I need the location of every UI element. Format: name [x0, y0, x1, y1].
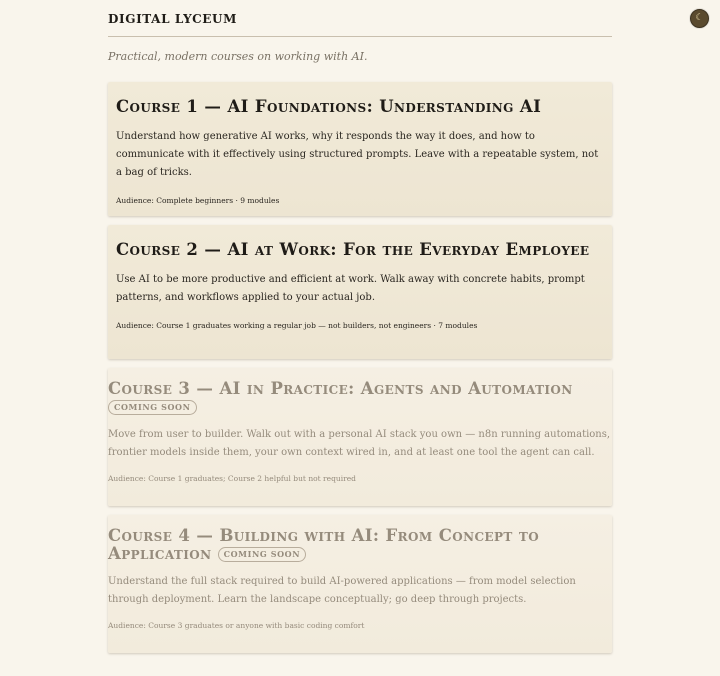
course-card-1[interactable]	[108, 82, 612, 216]
course-audience: Audience: Course 1 graduates working a regular job — not builders, not engineers · 7 modules	[116, 321, 478, 330]
site-tagline: Practical, modern courses on working with AI.	[108, 50, 368, 63]
course-description: Move from user to builder. Walk out with a personal AI stack you own — n8n running automations, frontier models inside them, your own context wired in, and at least one tool the agent can call.	[108, 429, 611, 458]
course-audience: Audience: Course 1 graduates; Course 2 helpful but not required	[108, 474, 356, 483]
course-card-4	[108, 515, 612, 653]
site-brand[interactable]: DIGITAL LYCEUM	[108, 12, 237, 26]
course-description: Understand the full stack required to build AI-powered applications — from model selection through deployment. Learn the landscape conceptually; go deep through projects.	[108, 576, 576, 605]
theme-toggle-button[interactable]	[690, 9, 709, 28]
header-divider	[108, 36, 612, 37]
course-title-text: Course 3 — AI in Practice: Agents and Automation	[108, 379, 573, 398]
course-title	[108, 527, 612, 563]
moon-icon: ☾	[695, 13, 704, 23]
course-card-2[interactable]	[108, 225, 612, 359]
course-title-text: Course 4 — Building with AI: From Concept to Application	[108, 526, 540, 563]
course-title	[108, 380, 612, 416]
course-card-3	[108, 368, 612, 506]
course-description: Understand how generative AI works, why it responds the way it does, and how to communicate with it effectively using structured prompts. Leave with a repeatable system, not a bag of tricks.	[116, 131, 599, 178]
course-title[interactable]: Course 2 — AI at Work: For the Everyday Employee	[116, 240, 590, 259]
coming-soon-badge: COMING SOON	[218, 547, 307, 562]
coming-soon-badge: COMING SOON	[108, 400, 197, 415]
course-audience: Audience: Complete beginners · 9 modules	[116, 196, 280, 205]
course-description: Use AI to be more productive and efficient at work. Walk away with concrete habits, prompt patterns, and workflows applied to your actual job.	[116, 274, 585, 303]
course-audience: Audience: Course 3 graduates or anyone with basic coding comfort	[108, 621, 365, 630]
course-title[interactable]: Course 1 — AI Foundations: Understanding AI	[116, 97, 542, 116]
